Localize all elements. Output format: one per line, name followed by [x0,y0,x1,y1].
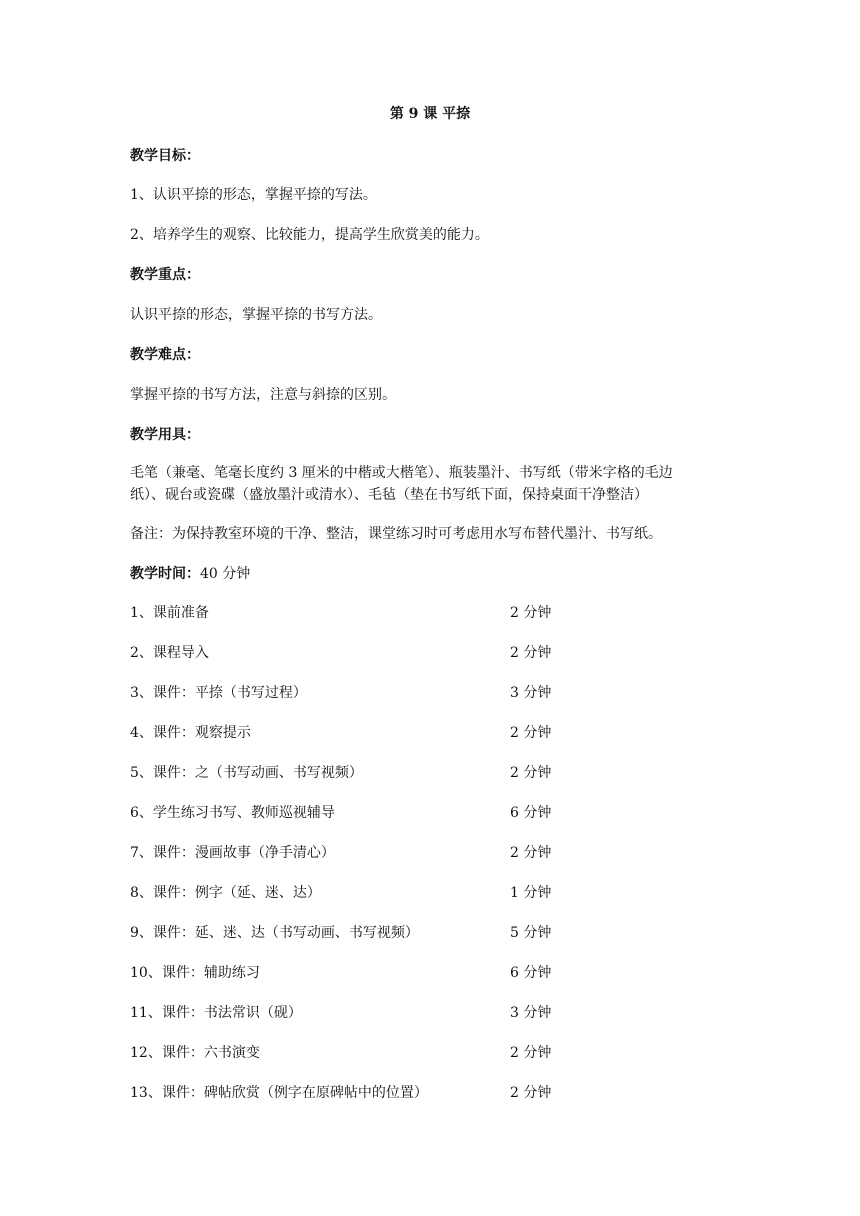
schedule-row [130,842,570,864]
schedule-item: 4、课件：观察提示 [130,725,251,741]
note-text: 备注：为保持教室环境的干净、整洁，课堂练习时可考虑用水写布替代墨汁、书写纸。 [130,526,662,542]
schedule-row [130,602,570,624]
schedule-row [130,962,570,984]
schedule-item: 9、课件：延、迷、达（书写动画、书写视频） [130,925,419,941]
schedule-row [130,1082,570,1104]
time-heading: 教学时间： [130,566,200,582]
schedule-duration: 6 分钟 [510,805,552,821]
schedule-duration: 2 分钟 [510,605,552,621]
schedule-item: 3、课件：平捺（书写过程） [130,685,307,701]
schedule-duration: 2 分钟 [510,845,552,861]
schedule-row [130,722,570,744]
time-line [130,563,250,585]
objective-1: 1、认识平捺的形态，掌握平捺的写法。 [130,187,377,203]
objectives-heading: 教学目标： [130,148,200,164]
schedule-row [130,762,570,784]
schedule-item: 6、学生练习书写、教师巡视辅导 [130,805,335,821]
lesson-title: 第 9 课 平捺 [389,106,471,122]
schedule-row [130,642,570,664]
schedule-item: 1、课前准备 [130,605,209,621]
schedule-item: 10、课件：辅助练习 [130,965,260,981]
schedule-duration: 2 分钟 [510,1085,552,1101]
schedule-item: 13、课件：碑帖欣赏（例字在原碑帖中的位置） [130,1085,428,1101]
schedule-item: 2、课程导入 [130,645,209,661]
schedule-row [130,802,570,824]
tools-heading: 教学用具： [130,427,200,443]
time-value: 40 分钟 [200,566,251,582]
schedule-row [130,882,570,904]
schedule-item: 11、课件：书法常识（砚） [130,1005,302,1021]
schedule-duration: 2 分钟 [510,645,552,661]
schedule-duration: 3 分钟 [510,1005,552,1021]
schedule-duration: 2 分钟 [510,725,552,741]
focus-heading: 教学重点： [130,267,200,283]
tools-line-2: 纸）、砚台或瓷碟（盛放墨汁或清水）、毛毡（垫在书写纸下面，保持桌面干净整洁） [130,487,648,503]
schedule-duration: 2 分钟 [510,765,552,781]
schedule-duration: 3 分钟 [510,685,552,701]
difficulty-heading: 教学难点： [130,347,200,363]
focus-text: 认识平捺的形态，掌握平捺的书写方法。 [130,307,382,323]
schedule-row [130,1042,570,1064]
schedule-row [130,922,570,944]
schedule-duration: 5 分钟 [510,925,552,941]
schedule-duration: 1 分钟 [510,885,552,901]
schedule-duration: 2 分钟 [510,1045,552,1061]
schedule-duration: 6 分钟 [510,965,552,981]
difficulty-text: 掌握平捺的书写方法，注意与斜捺的区别。 [130,387,396,403]
objective-2: 2、培养学生的观察、比较能力，提高学生欣赏美的能力。 [130,227,489,243]
schedule-row [130,1002,570,1024]
schedule-item: 5、课件：之（书写动画、书写视频） [130,765,363,781]
schedule-item: 7、课件：漫画故事（净手清心） [130,845,335,861]
schedule-item: 8、课件：例字（延、迷、达） [130,885,321,901]
tools-line-1: 毛笔（兼毫、笔毫长度约 3 厘米的中楷或大楷笔）、瓶装墨汁、书写纸（带米字格的毛边 [130,465,673,481]
schedule-row [130,682,570,704]
schedule-item: 12、课件：六书演变 [130,1045,260,1061]
